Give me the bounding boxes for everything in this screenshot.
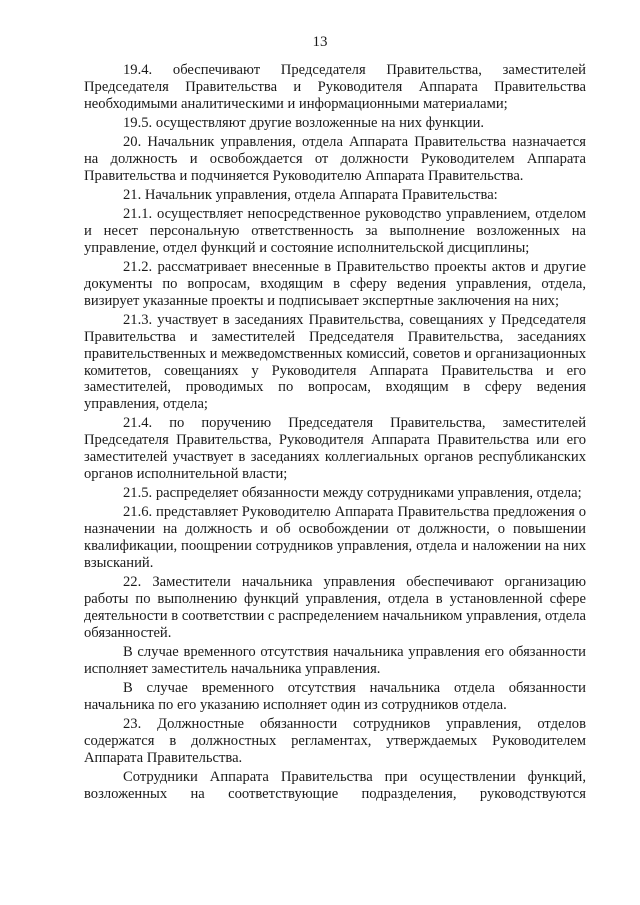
document-body	[84, 62, 586, 805]
paragraph-21-4: 21.4. по поручению Председателя Правительства, заместителей Председателя Правительства, Руководителя Аппарата Правительства или его заместителей участвует в заседаниях коллегиальных органов республиканских органов исполнительной власти;	[84, 415, 586, 483]
paragraph-21-3: 21.3. участвует в заседаниях Правительства, совещаниях у Председателя Правительства и заместителей Председателя Правительства, заседаниях правительственных и межведомственных комиссий, советов и организационных комитетов, совещаниях у Руководителя Аппарата Правительства и его заместителей, проводимых по вопросам, входящим в сферу ведения управления, отдела;	[84, 311, 586, 413]
paragraph-22-dept-absence: В случае временного отсутствия начальника отдела обязанности начальника по его указанию исполняет один из сотрудников отдела.	[84, 679, 586, 713]
paragraph-21-1: 21.1. осуществляет непосредственное руководство управлением, отделом и несет персональную ответственность за выполнение возложенных на управление, отдел функций и состояние исполнительской дисциплины;	[84, 206, 586, 256]
paragraph-22: 22. Заместители начальника управления обеспечивают организацию работы по выполнению функций управления, отдела в установленной сфере деятельности в соответствии с распределением начальником управления, отдела обязанностей.	[84, 574, 586, 641]
paragraph-19-4: 19.4. обеспечивают Председателя Правительства, заместителей Председателя Правительства и Руководителя Аппарата Правительства необходимыми аналитическими и информационными материалами;	[84, 62, 586, 112]
page-number: 13	[312, 34, 328, 50]
paragraph-21-2: 21.2. рассматривает внесенные в Правительство проекты актов и другие документы по вопросам, входящим в сферу ведения управления, отдела, визирует указанные проекты и подписывает экспертные заключения на них;	[84, 258, 586, 309]
paragraph-19-5: 19.5. осуществляют другие возложенные на них функции.	[123, 114, 485, 131]
paragraph-21: 21. Начальник управления, отдела Аппарата Правительства:	[123, 186, 498, 203]
paragraph-23-staff: Сотрудники Аппарата Правительства при осуществлении функций, возложенных на соответствующие подразделения, руководствуются	[84, 768, 586, 802]
paragraph-20: 20. Начальник управления, отдела Аппарата Правительства назначается на должность и освобождается от должности Руководителем Аппарата Правительства и подчиняется Руководителю Аппарата Правительства.	[84, 134, 586, 184]
paragraph-21-6: 21.6. представляет Руководителю Аппарата Правительства предложения о назначении на должность и об освобождении от должности, о повышении квалификации, поощрении сотрудников управления, отдела и наложении на них взысканий.	[84, 504, 586, 572]
paragraph-22-head-absence: В случае временного отсутствия начальника управления его обязанности исполняет заместитель начальника управления.	[84, 643, 586, 677]
paragraph-23: 23. Должностные обязанности сотрудников управления, отделов содержатся в должностных регламентах, утверждаемых Руководителем Аппарата Правительства.	[84, 715, 586, 766]
paragraph-21-5: 21.5. распределяет обязанности между сотрудниками управления, отдела;	[123, 485, 582, 502]
